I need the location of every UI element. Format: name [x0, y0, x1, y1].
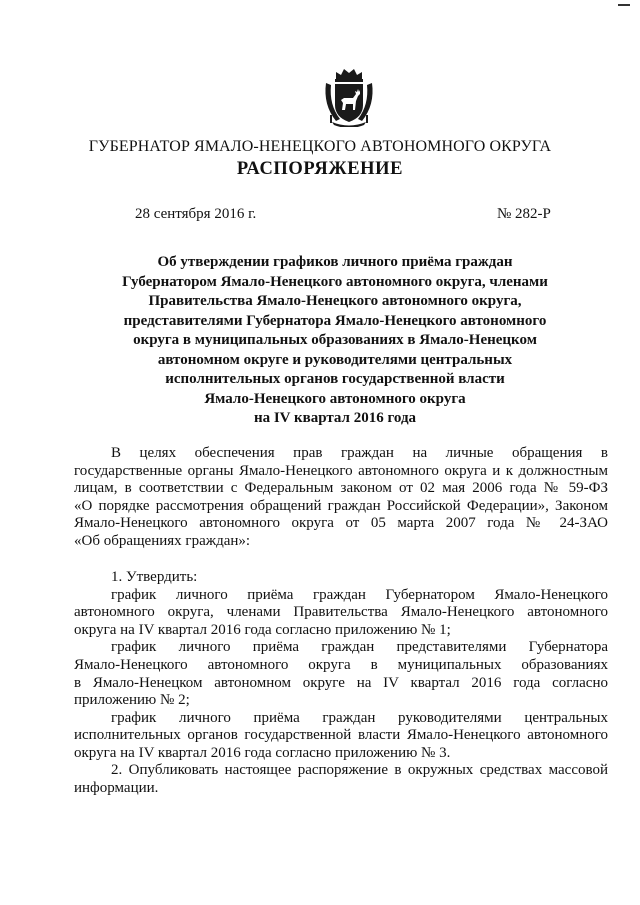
paragraph-line: округа на IV квартал 2016 года согласно приложению № 3.: [74, 744, 451, 761]
paragraph-line: в Ямало-Ненецком автономном округе на IV квартал 2016 года согласно: [74, 674, 608, 691]
title-line: округа в муниципальных образованиях в Ямало-Ненецком: [133, 332, 537, 348]
title-line: на IV квартал 2016 года: [253, 410, 417, 426]
item-2: [74, 762, 608, 797]
paragraph-line: лицам, в соответствии с Федеральным законом от 02 мая 2006 года № 59-ФЗ: [74, 480, 608, 497]
paragraph-line: автономного округа, членами Правительства Ямало-Ненецкого автономного: [74, 604, 608, 621]
preamble-paragraph: [74, 445, 608, 551]
paragraph-line: исполнительных органов государственной власти Ямало-Ненецкого автономного: [74, 727, 608, 744]
title-line: исполнительных органов государственной власти: [165, 371, 505, 387]
paragraph-line: В целях обеспечения прав граждан на личные обращения в: [111, 445, 608, 461]
title-line: Губернатором Ямало-Ненецкого автономного округа, членами: [122, 273, 548, 290]
title-line: представителями Губернатора Ямало-Ненецкого автономного: [123, 312, 547, 329]
title-line: Об утверждении графиков личного приёма граждан: [157, 254, 513, 270]
paragraph-line: Ямало-Ненецкого автономного округа в муниципальных образованиях: [74, 656, 608, 673]
paragraph-line: информации.: [74, 779, 159, 796]
item-1: [74, 569, 608, 763]
title-line: Правительства Ямало-Ненецкого автономного округа,: [148, 293, 522, 309]
document-title: [100, 253, 570, 429]
document-type: РАСПОРЯЖЕНИЕ: [236, 159, 404, 179]
title-line: автономном округе и руководителями центральных: [157, 351, 513, 368]
paragraph-line: «О порядке рассмотрения обращений граждан Российской Федерации», Законом: [74, 497, 608, 514]
paragraph-line: Ямало-Ненецкого автономного округа от 05 марта 2007 года № 24-ЗАО: [74, 515, 608, 532]
item-heading: 1. Утвердить:: [111, 569, 198, 585]
title-line: Ямало-Ненецкого автономного округа: [204, 390, 466, 407]
paragraph-line: график личного приёма граждан руководителями центральных: [111, 709, 608, 726]
scan-mark: [618, 4, 630, 7]
paragraph-line: государственные органы Ямало-Ненецкого автономного округа и к должностным: [74, 462, 608, 479]
paragraph-line: график личного приёма граждан Губернатором Ямало-Ненецкого: [111, 586, 608, 603]
paragraph-line: «Об обращениях граждан»:: [74, 532, 251, 549]
document-number: № 282-Р: [497, 206, 551, 222]
coat-of-arms-emblem-icon: [322, 65, 376, 127]
document-date: 28 сентября 2016 г.: [135, 206, 257, 222]
paragraph-line: округа на IV квартал 2016 года согласно приложению № 1;: [74, 621, 451, 638]
paragraph-line: график личного приёма граждан представителями Губернатора: [111, 639, 608, 656]
issuing-authority: ГУБЕРНАТОР ЯМАЛО-НЕНЕЦКОГО АВТОНОМНОГО ОКРУГА: [88, 138, 552, 155]
paragraph-line: 2. Опубликовать настоящее распоряжение в окружных средствах массовой: [111, 762, 608, 778]
paragraph-line: приложению № 2;: [74, 692, 190, 709]
